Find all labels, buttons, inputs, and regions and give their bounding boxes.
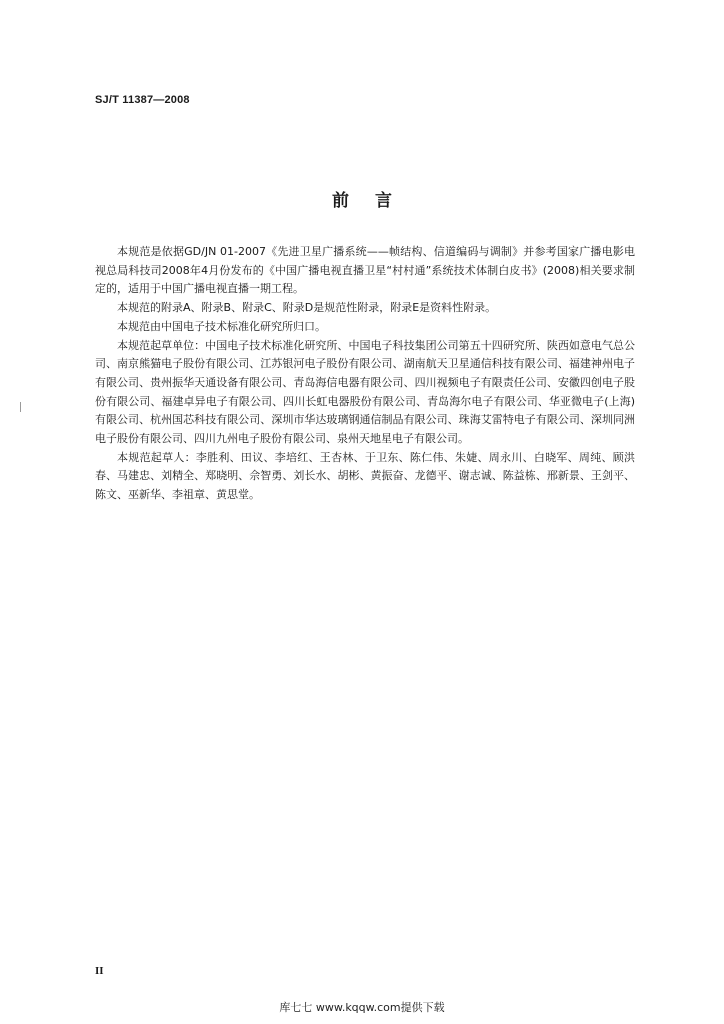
paragraph-basis: 本规范是依据GD/JN 01-2007《先进卫星广播系统——帧结构、信道编码与调制》并参考国家广播电影电视总局科技司2008年4月份发布的《中国广播电视直播卫星“村村通”系统技术体制白皮书》(2008)相关要求制定的，适用于中国广播电视直播一期工程。 [95,245,635,296]
page-title: 前言 [332,191,418,211]
standard-code: SJ/T 11387—2008 [95,94,190,106]
download-footer: 库七七 www.kqqw.com提供下载 [279,1001,445,1014]
paragraph-administration: 本规范由中国电子技术标准化研究所归口。 [117,319,326,333]
paragraph-appendices: 本规范的附录A、附录B、附录C、附录D是规范性附录，附录E是资料性附录。 [117,301,497,315]
preface-body [95,243,635,505]
paragraph-drafting-units: 本规范起草单位：中国电子技术标准化研究所、中国电子科技集团公司第五十四研究所、陕西如意电气总公司、南京熊猫电子股份有限公司、江苏银河电子股份有限公司、湖南航天卫星通信科技有限公司、福建神州电子有限公司、贵州振华天通设备有限公司、青岛海信电器有限公司、四川视频电子有限责任公司、安徽四创电子股份有限公司、福建卓异电子有限公司、四川长虹电器股份有限公司、青岛海尔电子有限公司、华亚微电子(上海)有限公司、杭州国芯科技有限公司、深圳市华达玻璃钢通信制品有限公司、珠海艾雷特电子有限公司、深圳同洲电子股份有限公司、四川九州电子股份有限公司、泉州天地星电子有限公司。 [95,338,635,446]
page-number: II [95,965,104,977]
paragraph-drafters: 本规范起草人：李胜利、田议、李培红、王杏林、于卫东、陈仁伟、朱婕、周永川、白晓军、周纯、顾洪春、马建忠、刘精全、郑晓明、佘智勇、刘长水、胡彬、黄振奋、龙德平、谢志诚、陈益栋、邢新景、王剑平、陈文、巫新华、李祖章、黄思堂。 [95,450,635,502]
scan-artifact-mark [20,402,21,412]
